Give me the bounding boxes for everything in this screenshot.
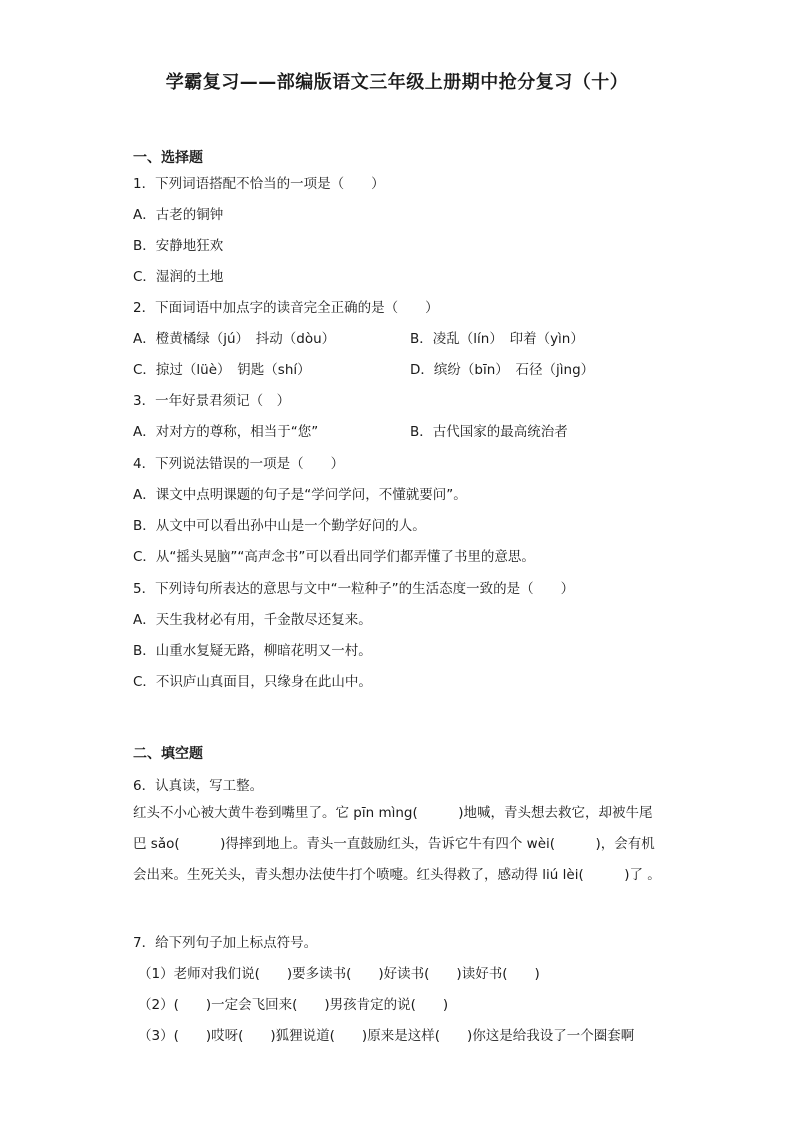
q3-stem: 3．一年好景君须记（ ）: [133, 393, 291, 409]
q1-option-c: C．湿润的土地: [133, 269, 224, 285]
q7-sentence-3: （3）( )哎呀( )狐狸说道( )原来是这样( )你这是给我设了一个圈套啊: [138, 1028, 635, 1044]
q4-stem: 4．下列说法错误的一项是（ ）: [133, 456, 345, 472]
q7-stem: 7．给下列句子加上标点符号。: [133, 935, 318, 951]
q5-option-b: B．山重水复疑无路，柳暗花明又一村。: [133, 643, 372, 659]
page-title: 学霸复习——部编版语文三年级上册期中抢分复习（十）: [165, 72, 629, 93]
section-fill-heading: 二、填空题: [133, 746, 203, 762]
q4-option-c: C．从“摇头晃脑”“高声念书”可以看出同学们都弄懂了书里的意思。: [133, 549, 535, 565]
q1-option-a: A．古老的铜钟: [133, 207, 224, 223]
q5-option-a: A．天生我材必有用，千金散尽还复来。: [133, 612, 372, 628]
q2-option-a: A．橙黄橘绿（jú） 抖动（dòu）: [133, 331, 336, 347]
q4-option-a: A．课文中点明课题的句子是“学问学问，不懂就要问”。: [133, 487, 467, 503]
q1-stem: 1．下列词语搭配不恰当的一项是（ ）: [133, 176, 385, 192]
q2-option-d: D．缤纷（bīn） 石径（jìng）: [410, 362, 595, 378]
q6-stem: 6．认真读，写工整。: [133, 778, 264, 794]
q7-sentence-1: （1）老师对我们说( )要多读书( )好读书( )读好书( ): [138, 966, 540, 982]
q4-option-b: B．从文中可以看出孙中山是一个勤学好问的人。: [133, 518, 426, 534]
q5-option-c: C．不识庐山真面目，只缘身在此山中。: [133, 674, 372, 690]
q6-passage: 红头不小心被大黄牛卷到嘴里了。它 pīn mìng( )地喊，青头想去救它，却被牛尾巴 sǎo( )得摔到地上。青头一直鼓励红头，告诉它牛有四个 wèi( )，会有机会出来。生死关头，青头想办法使牛打个喷嚏。红头得救了，感动得 liú lèi( )了 。: [133, 805, 661, 883]
section-choice-heading: 一、选择题: [133, 150, 203, 166]
q2-stem: 2．下面词语中加点字的读音完全正确的是（ ）: [133, 300, 439, 316]
q3-option-b: B．古代国家的最高统治者: [410, 424, 568, 440]
q2-option-b: B．凌乱（lín） 印着（yìn）: [410, 331, 584, 347]
q3-option-a: A．对对方的尊称，相当于“您”: [133, 424, 319, 440]
q1-option-b: B．安静地狂欢: [133, 238, 224, 254]
q7-sentence-2: （2）( )一定会飞回来( )男孩肯定的说( ): [138, 997, 449, 1013]
q2-option-c: C．掠过（lüè） 钥匙（shí）: [133, 362, 311, 378]
q5-stem: 5．下列诗句所表达的意思与文中“一粒种子”的生活态度一致的是（ ）: [133, 581, 575, 597]
